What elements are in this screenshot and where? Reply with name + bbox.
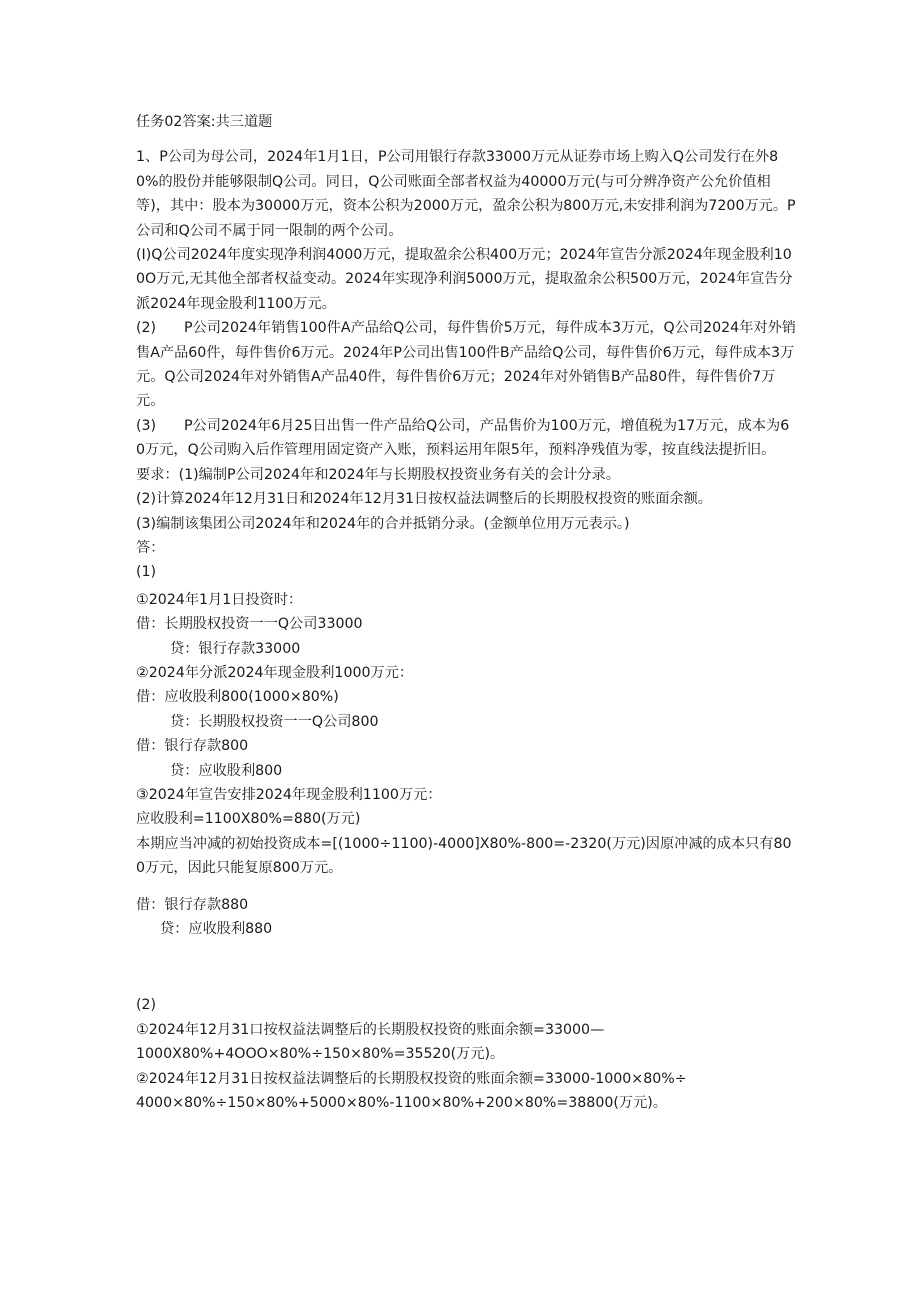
entry-3-note: 本期应当冲减的初始投资成本=[(1000÷1100)-4000]X80%-800=-2320(万元)因原冲减的成本只有800万元，因此只能复原800万元。 bbox=[136, 835, 792, 877]
entry-1-heading: ①2024年1月1日投资时： bbox=[136, 591, 303, 608]
item-number: (3) bbox=[136, 417, 157, 434]
item-text: P公司2024年销售100件A产品给Q公司，每件售价5万元，每件成本3万元，Q公司2024年对外销售A产品60件，每件售价6万元。2024年P公司出售100件B产品给Q公司，每件售价6万元，每件成本3万元。Q公司2024年对外销售A产品40件，每件售价6万元；2024年对外销售B产品80件，每件售价7万元。 bbox=[136, 320, 796, 410]
item-text: P公司2024年6月25日出售一件产品给Q公司，产品售价为100万元，增值税为17万元，成本为60万元，Q公司购入后作管理用固定资产入账，预料运用年限5年，预料净残值为零，按直线法提折旧。 bbox=[136, 417, 790, 459]
entry-2-debit: 借：应收股利800(1000×80%) bbox=[136, 689, 339, 706]
entry-3-credit: 贷：应收股利880 bbox=[160, 921, 273, 937]
requirement-1: 要求：(1)编制P公司2024年和2024年与长期股权投资业务有关的会计分录。 bbox=[136, 466, 620, 483]
balance-2-line-2: 4000×80%÷150×80%+5000×80%-1100×80%+200×80%=38800(万元)。 bbox=[136, 1095, 668, 1112]
question-1-item-2 bbox=[136, 316, 796, 414]
document-page bbox=[136, 110, 796, 1115]
part-2-label: (2) bbox=[136, 997, 157, 1014]
requirement-3: (3)编制该集团公司2024年和2024年的合并抵销分录。(金额单位用万元表示。) bbox=[136, 515, 630, 532]
entry-2-debit-2: 借：银行存款800 bbox=[136, 738, 249, 755]
balance-1-line-2: 1000X80%+4OOO×80%÷150×80%=35520(万元)。 bbox=[136, 1046, 505, 1063]
balance-2-line-1: ②2024年12月31日按权益法调整后的长期股权投资的账面余额=33000-1000×80%÷ bbox=[136, 1070, 687, 1087]
entry-1-credit: 贷：银行存款33000 bbox=[170, 640, 301, 657]
entry-2-credit: 贷：长期股权投资一一Q公司800 bbox=[170, 713, 379, 730]
entry-1-debit: 借：长期股权投资一一Q公司33000 bbox=[136, 616, 363, 633]
part-1-label: (1) bbox=[136, 564, 157, 581]
question-1-intro: 1、P公司为母公司，2024年1月1日，P公司用银行存款33000万元从证券市场上购入Q公司发行在外80%的股份并能够限制Q公司。同日，Q公司账面全部者权益为40000万元(与可分辨净资产公允价值相等)，其中：股本为30000万元，资本公积为2000万元，盈余公积为800万元,未安排利润为7200万元。P公司和Q公司不属于同一限制的两个公司。 bbox=[136, 149, 796, 239]
doc-title: 任务02答案:共三道题 bbox=[136, 114, 273, 130]
entry-2-credit-2: 贷：应收股利800 bbox=[170, 762, 283, 779]
entry-3-debit: 借：银行存款880 bbox=[136, 896, 249, 913]
entry-3-heading: ③2024年宣告安排2024年现金股利1100万元： bbox=[136, 786, 442, 803]
balance-1-line-1: ①2024年12月31口按权益法调整后的长期股权投资的账面余额=33000— bbox=[136, 1021, 605, 1038]
answer-label: 答： bbox=[136, 539, 165, 556]
question-1-item-3 bbox=[136, 414, 796, 463]
entry-2-heading: ②2024年分派2024年现金股利1000万元： bbox=[136, 664, 414, 681]
requirement-2: (2)计算2024年12月31日和2024年12月31日按权益法调整后的长期股权投资的账面余额。 bbox=[136, 491, 712, 508]
question-1-item-1: (I)Q公司2024年度实现净利润4000万元，提取盈余公积400万元；2024年宣告分派2024年现金股利100O万元,无其他全部者权益变动。2024年实现净利润5000万元，提取盈余公积500万元，2024年宣告分派2024年现金股利1100万元。 bbox=[136, 247, 793, 312]
entry-3-calculation: 应收股利=1100X80%=880(万元) bbox=[136, 811, 361, 828]
item-number: (2) bbox=[136, 320, 157, 337]
